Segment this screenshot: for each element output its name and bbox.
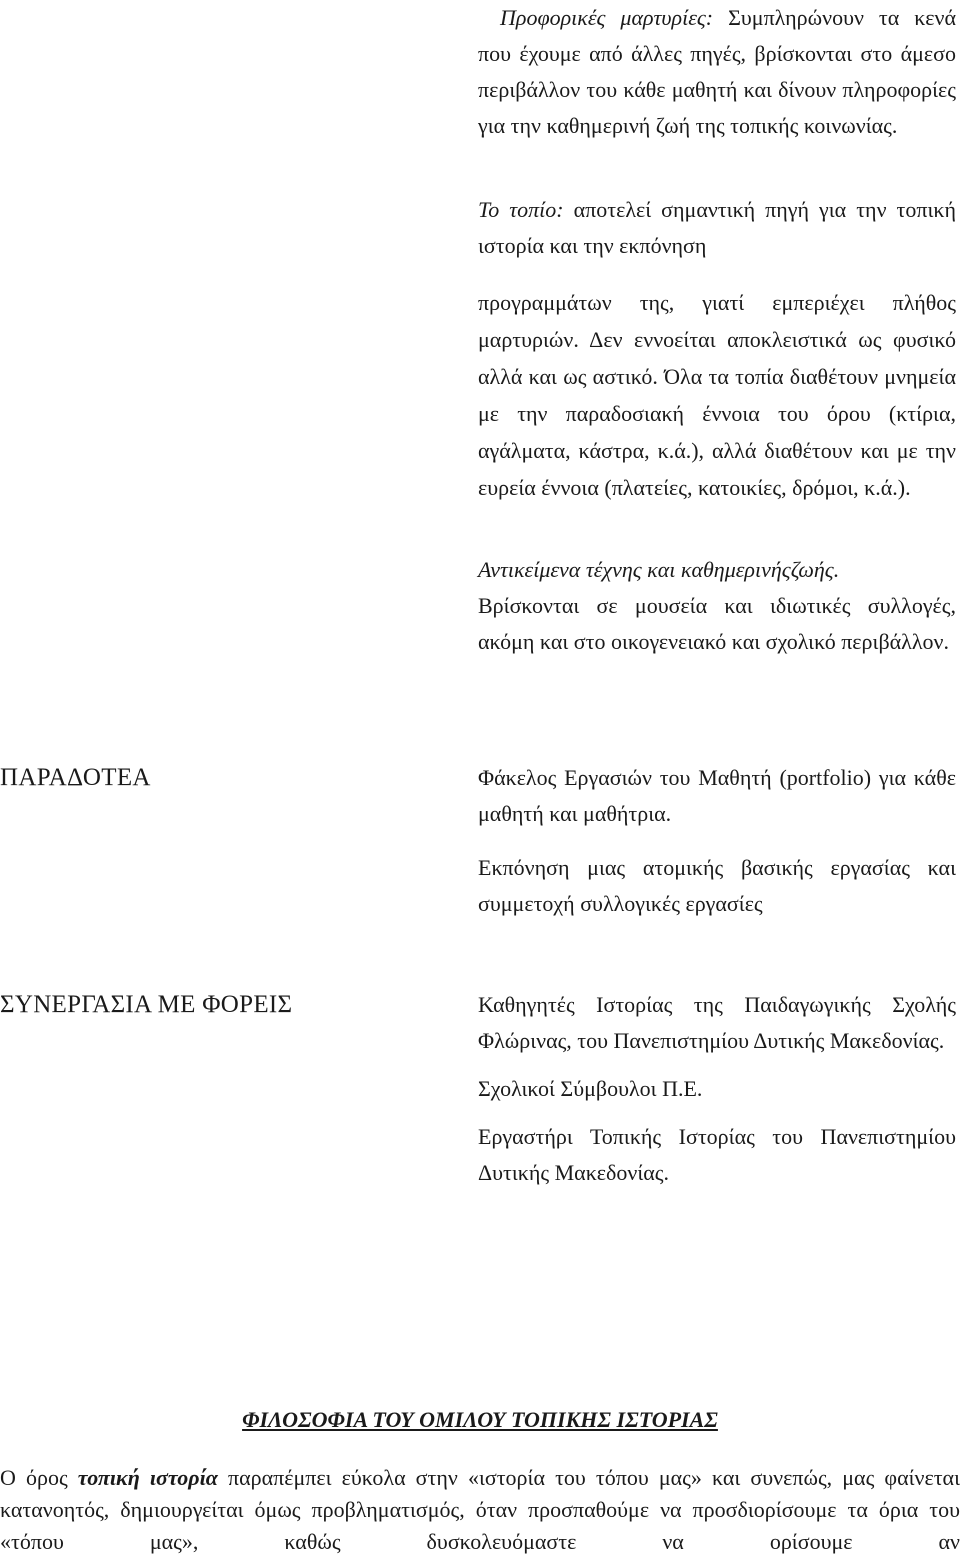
partner-item: Εργαστήρι Τοπικής Ιστορίας του Πανεπιστημίου Δυτικής Μακεδονίας. — [478, 1124, 956, 1185]
landscape-term: Το τοπίο: — [478, 197, 564, 222]
philosophy-text-after: παραπέμπει εύκολα στην «ιστορία του τόπου μας» και συνεπώς, μας φαίνεται κατανοητός, δημιουργείται όμως προβληματισμός, όταν προσπαθούμε να προσδιορίσουμε τα όρια του «τόπου μας», καθώς δυσκολευόμαστε να ορίσουμε αν — [0, 1465, 960, 1554]
deliverable-item: Φάκελος Εργασιών του Μαθητή (portfolio) για κάθε μαθητή και μαθήτρια. — [478, 765, 956, 826]
art-objects-block — [478, 552, 956, 660]
oral-testimonies-term: Προφορικές μαρτυρίες: — [500, 5, 714, 30]
partners-list — [478, 987, 956, 1191]
deliverables-list — [478, 760, 956, 922]
philosophy-heading: ΦΙΛΟΣΟΦΙΑ ΤΟΥ ΟΜΙΛΟΥ ΤΟΠΙΚΗΣ ΙΣΤΟΡΙΑΣ — [242, 1407, 718, 1432]
art-objects-text: Βρίσκονται σε μουσεία και ιδιωτικές συλλογές, ακόμη και στο οικογενειακό και σχολικό περιβάλλον. — [478, 593, 956, 654]
landscape-block — [478, 192, 956, 264]
deliverables-label: ΠΑΡΑΔΟΤΕΑ — [0, 764, 151, 791]
partners-label: ΣΥΝΕΡΓΑΣΙΑ ΜΕ ΦΟΡΕΙΣ — [0, 991, 293, 1018]
landscape-text-2: προγραμμάτων της, γιατί εμπεριέχει πλήθος μαρτυριών. Δεν εννοείται αποκλειστικά ως φυσικό αλλά και ως αστικό. Όλα τα τοπία διαθέτουν μνημεία με την παραδοσιακή έννοια του όρου (κτίρια, αγάλματα, κάστρα, κ.ά.), αλλά διαθέτουν και με την ευρεία έννοια (πλατείες, κατοικίες, δρόμοι, κ.ά.). — [478, 290, 956, 500]
art-objects-term: Αντικείμενα τέχνης και καθημερινήςζωής. — [478, 557, 840, 582]
landscape-block-continued — [478, 284, 956, 506]
oral-testimonies-text: Συμπληρώνουν τα κενά που έχουμε από άλλες πηγές, βρίσκονται στο άμεσο περιβάλλον του κάθε μαθητή και δίνουν πληροφορίες για την καθημερινή ζωή της τοπικής κοινωνίας. — [478, 5, 956, 138]
philosophy-text-before: Ο όρος — [0, 1465, 78, 1490]
partner-item: Σχολικοί Σύμβουλοι Π.Ε. — [478, 1076, 703, 1101]
deliverable-item: Εκπόνηση μιας ατομικής βασικής εργασίας και συμμετοχή συλλογικές εργασίες — [478, 855, 956, 916]
local-history-term: τοπική ιστορία — [77, 1465, 218, 1490]
partner-item: Καθηγητές Ιστορίας της Παιδαγωγικής Σχολής Φλώρινας, του Πανεπιστημίου Δυτικής Μακεδονίας. — [478, 992, 956, 1053]
philosophy-text — [0, 1462, 960, 1558]
landscape-text-1: αποτελεί σημαντική πηγή για την τοπική ιστορία και την εκπόνηση — [478, 197, 956, 258]
oral-testimonies-block — [478, 0, 956, 144]
